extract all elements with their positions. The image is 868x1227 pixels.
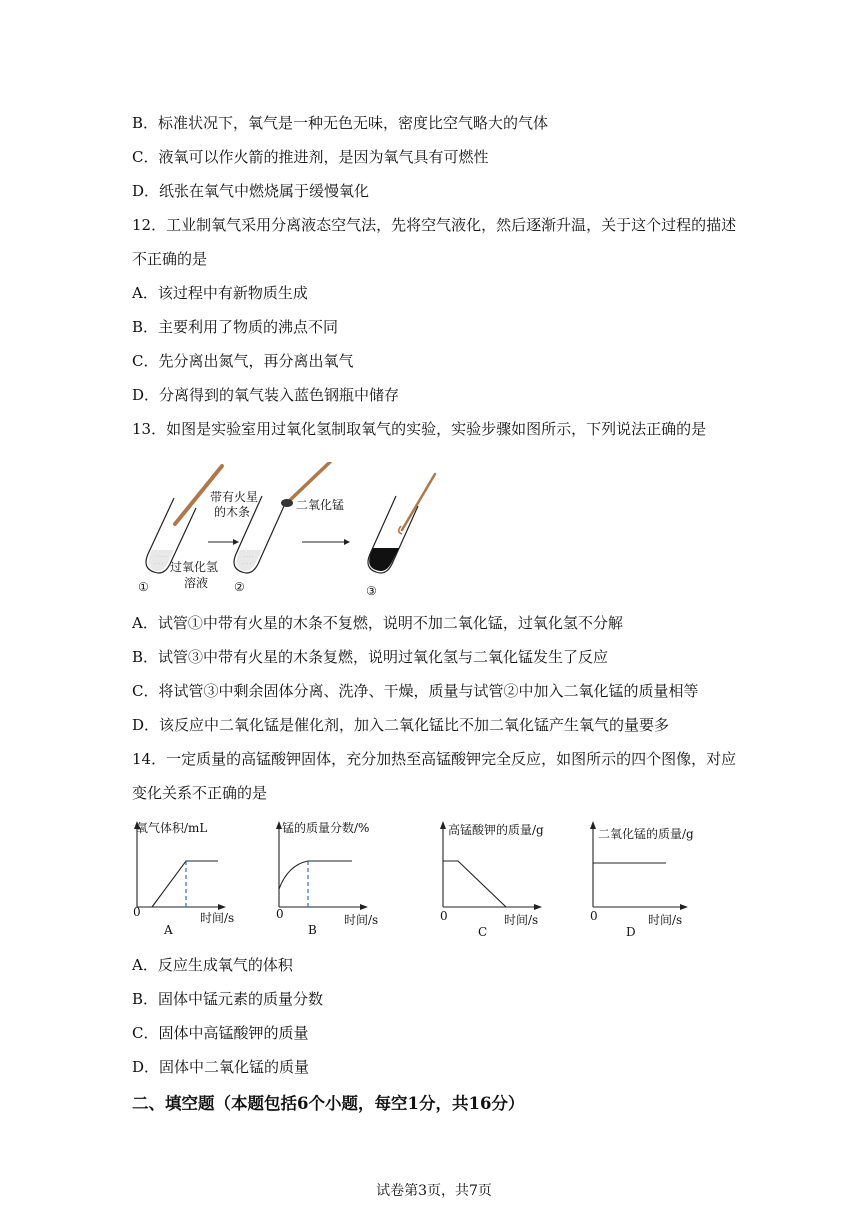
- q14-option-d: D．固体中二氧化锰的质量: [132, 1058, 310, 1076]
- h2o2-label-1: 过氧化氢: [170, 560, 219, 574]
- h2o2-label-2: 溶液: [184, 576, 209, 590]
- question-13-stem: 13．如图是实验室用过氧化氢制取氧气的实验，实验步骤如图所示，下列说法正确的是: [132, 420, 707, 438]
- question-12-stem: 12．工业制氧气采用分离液态空气法，先将空气液化，然后逐渐升温，关于这个过程的描述: [132, 216, 737, 234]
- graph-d-ylabel: 二氧化锰的质量/g: [598, 827, 694, 841]
- graph-c-ylabel: 高锰酸钾的质量/g: [448, 823, 544, 837]
- test-tubes-diagram: [130, 462, 450, 602]
- option-c-line: C．液氧可以作火箭的推进剂，是因为氧气具有可燃性: [132, 148, 489, 166]
- tube-1-label: ①: [138, 580, 149, 594]
- q12-option-d: D．分离得到的氧气装入蓝色钢瓶中储存: [132, 386, 400, 404]
- graph-c-letter: C: [478, 925, 488, 939]
- tube-3-label: ③: [366, 584, 377, 598]
- q14-option-c: C．固体中高锰酸钾的质量: [132, 1024, 309, 1042]
- svg-text:· · · ·: · · · ·: [242, 561, 251, 566]
- svg-text:· · · ·: · · · ·: [154, 561, 163, 566]
- graph-b: [272, 815, 422, 940]
- graph-b-ylabel: 锰的质量分数/%: [282, 821, 370, 835]
- q13-experiment-figure: [130, 462, 450, 602]
- section-title: 二、填空题（本题包括6个小题，每空1分，共16分）: [132, 1094, 525, 1113]
- graph-a-letter: A: [164, 923, 173, 937]
- q14-option-b: B．固体中锰元素的质量分数: [132, 990, 324, 1008]
- q13-option-d: D．该反应中二氧化锰是催化剂，加入二氧化锰比不加二氧化锰产生氧气的量要多: [132, 716, 670, 734]
- graph-a-xlabel: 时间/s: [200, 911, 235, 925]
- graph-d-origin: 0: [590, 909, 598, 923]
- q12-option-a: A．该过程中有新物质生成: [132, 284, 308, 302]
- q12-option-b: B．主要利用了物质的沸点不同: [132, 318, 339, 336]
- question-14-stem-cont: 变化关系不正确的是: [132, 784, 268, 802]
- q14-option-a: A．反应生成氧气的体积: [132, 956, 293, 974]
- graph-d-xlabel: 时间/s: [648, 913, 683, 927]
- svg-text:· · · ·: · · · ·: [158, 554, 167, 559]
- splint-label-2: 的木条: [214, 505, 251, 519]
- splint-label-1: 带有火星: [210, 490, 259, 504]
- test-tube-1: [146, 466, 222, 573]
- q13-option-a: A．试管①中带有火星的木条不复燃，说明不加二氧化锰，过氧化氢不分解: [132, 614, 623, 632]
- graph-c-origin: 0: [440, 909, 448, 923]
- test-tube-3: [368, 474, 435, 573]
- q13-option-b: B．试管③中带有火星的木条复燃，说明过氧化氢与二氧化锰发生了反应: [132, 648, 609, 666]
- option-b-line: B．标准状况下，氧气是一种无色无味，密度比空气略大的气体: [132, 114, 549, 132]
- graph-a-origin: 0: [133, 905, 141, 919]
- q13-option-c: C．将试管③中剩余固体分离、洗净、干燥，质量与试管②中加入二氧化锰的质量相等: [132, 682, 699, 700]
- tube-2-label: ②: [234, 580, 245, 594]
- graph-b-origin: 0: [276, 907, 284, 921]
- graph-d: [586, 815, 736, 940]
- svg-text:· · · ·: · · · ·: [244, 554, 253, 559]
- graph-d-letter: D: [626, 925, 636, 939]
- option-d-line: D．纸张在氧气中燃烧属于缓慢氧化: [132, 182, 370, 200]
- graph-b-letter: B: [308, 923, 317, 937]
- question-14-stem: 14．一定质量的高锰酸钾固体，充分加热至高锰酸钾完全反应，如图所示的四个图像，对应: [132, 750, 737, 768]
- mno2-label: 二氧化锰: [296, 498, 345, 512]
- graph-a-ylabel: 氧气体积/mL: [136, 821, 208, 835]
- q12-option-c: C．先分离出氮气，再分离出氧气: [132, 352, 354, 370]
- graph-b-xlabel: 时间/s: [344, 913, 379, 927]
- graph-a: [130, 815, 280, 940]
- question-12-stem-cont: 不正确的是: [132, 250, 208, 268]
- page-footer: 试卷第3页，共7页: [376, 1183, 492, 1199]
- graph-c: [436, 815, 586, 940]
- graph-c-xlabel: 时间/s: [504, 913, 539, 927]
